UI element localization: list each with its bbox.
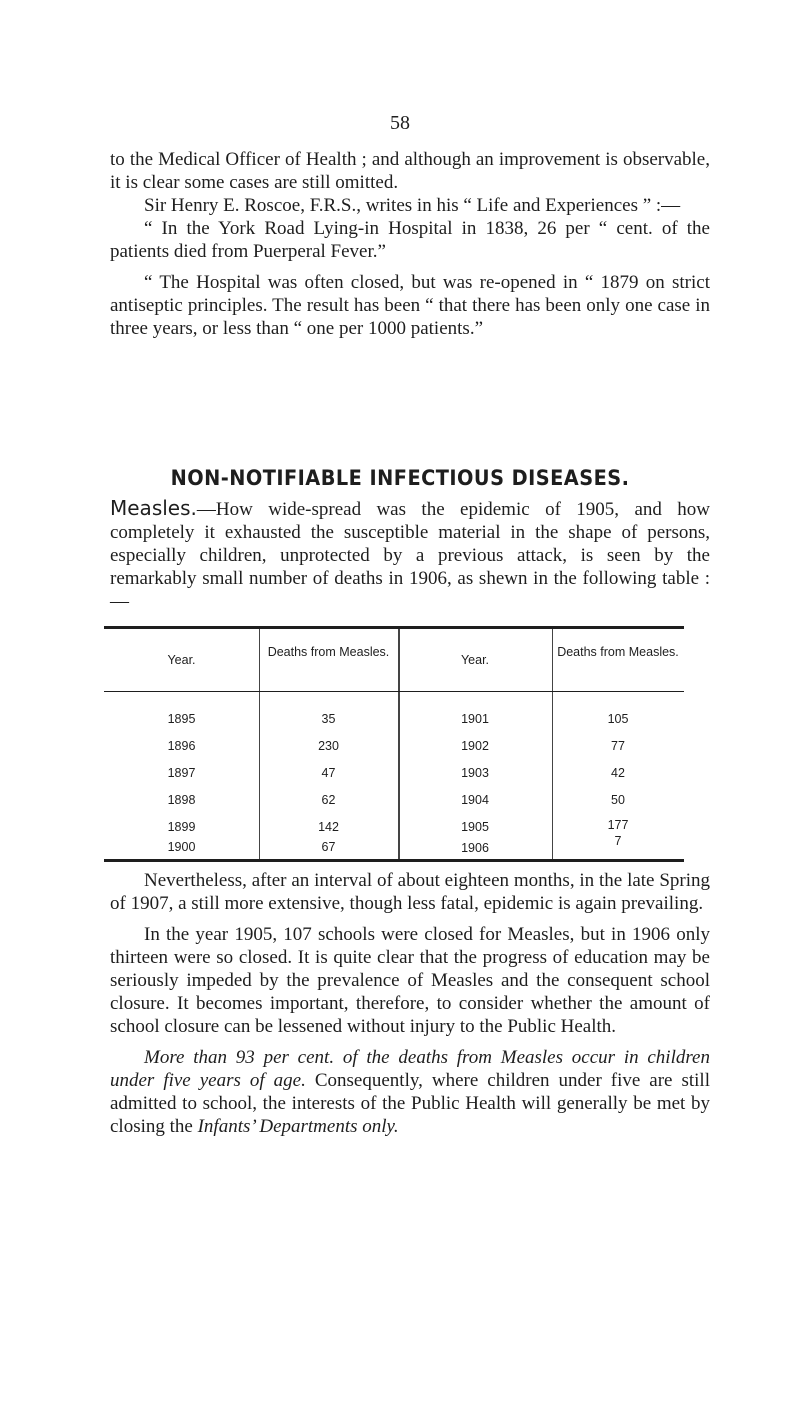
table-cell: 1902 [461, 739, 489, 753]
table-cell: 35 [321, 712, 336, 726]
measles-section [110, 497, 710, 613]
table-cell: 1900 [167, 840, 196, 854]
table-cell: 230 [318, 739, 339, 753]
table-cell: 142 [318, 820, 339, 834]
header-deaths-right: Deaths from Measles. [557, 645, 679, 659]
table-cell: 1906 [461, 841, 489, 855]
table-cell: 1897 [167, 766, 196, 780]
header-year-left: Year. [167, 653, 196, 667]
table-cell: 7 [614, 834, 622, 848]
table-cell: 50 [611, 793, 625, 807]
page-number: 58 [390, 112, 410, 134]
table-cell: 1904 [461, 793, 489, 807]
table-cell: 105 [607, 712, 629, 726]
table-cell: 1903 [461, 766, 489, 780]
intro-section [110, 148, 710, 340]
table-cell: 47 [321, 766, 336, 780]
consequently-text: Consequently, where children under five are still admitted to school, the interests of the Public Health will generally be met by closing the [110, 1070, 710, 1137]
italic-statistic: More than 93 per cent. of the deaths from Measles occur in children under five years of age. [110, 1047, 710, 1091]
table-cell: 1899 [167, 820, 196, 834]
measles-lead: Measles. [110, 496, 197, 520]
measles-paragraph [110, 497, 710, 613]
schools-closed-paragraph: In the year 1905, 107 schools were closed for Measles, but in 1906 only thirteen were so closed. It is quite clear that the progress of education may be seriously impeded by the prevalence of Measles and the consequent school closure. It becomes important, therefore, to consider whether the amount of school closure can be lessened without injury to the Public Health. [110, 924, 710, 1037]
table-cell: 1895 [167, 712, 196, 726]
header-year-right: Year. [460, 653, 490, 667]
nevertheless-paragraph: Nevertheless, after an interval of about eighteen months, in the late Spring of 1907, a still more extensive, though less fatal, epidemic is again prevailing. [110, 870, 710, 914]
table-cell: 77 [611, 739, 625, 753]
section-heading: NON-NOTIFIABLE INFECTIOUS DISEASES. [170, 466, 630, 490]
quote-hospital-closed: “ The Hospital was often closed, but was re-opened in “ 1879 on strict antiseptic principles. The result has been “ that there has been only one case in three years, or less than “ one per 1000 patients.” [110, 272, 710, 339]
table-cell: 1901 [461, 712, 489, 726]
table-cell: 1896 [167, 739, 196, 753]
table-cell: 67 [321, 840, 336, 854]
roscoe-paragraph: Sir Henry E. Roscoe, F.R.S., writes in his “ Life and Experiences ” :— [144, 195, 681, 216]
table-cell: 62 [321, 793, 336, 807]
italic-conclusion: Infants’ Departments only. [197, 1116, 399, 1137]
measles-text: —How wide-spread was the epidemic of 1905, and how completely it exhausted the susceptible material in the shape of persons, especially children, unprotected by a previous attack, is seen by the remarkably small number of deaths in 1906, as shewn in the following table :— [110, 499, 710, 612]
intro-paragraph: to the Medical Officer of Health ; and although an improvement is observable, it is clear some cases are still omitted. [110, 149, 710, 193]
infants-departments-paragraph [110, 1046, 710, 1138]
measles-deaths-table [104, 626, 684, 862]
after-table-section [110, 869, 710, 1138]
table-cell: 1905 [461, 820, 489, 834]
table-cell: 1898 [167, 793, 196, 807]
quote-york-road: “ In the York Road Lying-in Hospital in 1838, 26 per “ cent. of the patients died from Puerperal Fever.” [110, 218, 710, 262]
table-header-rule [104, 691, 684, 692]
header-deaths-left: Deaths from Measles. [267, 645, 390, 659]
table-cell: 42 [611, 766, 625, 780]
table-cell: 177 [607, 818, 629, 832]
